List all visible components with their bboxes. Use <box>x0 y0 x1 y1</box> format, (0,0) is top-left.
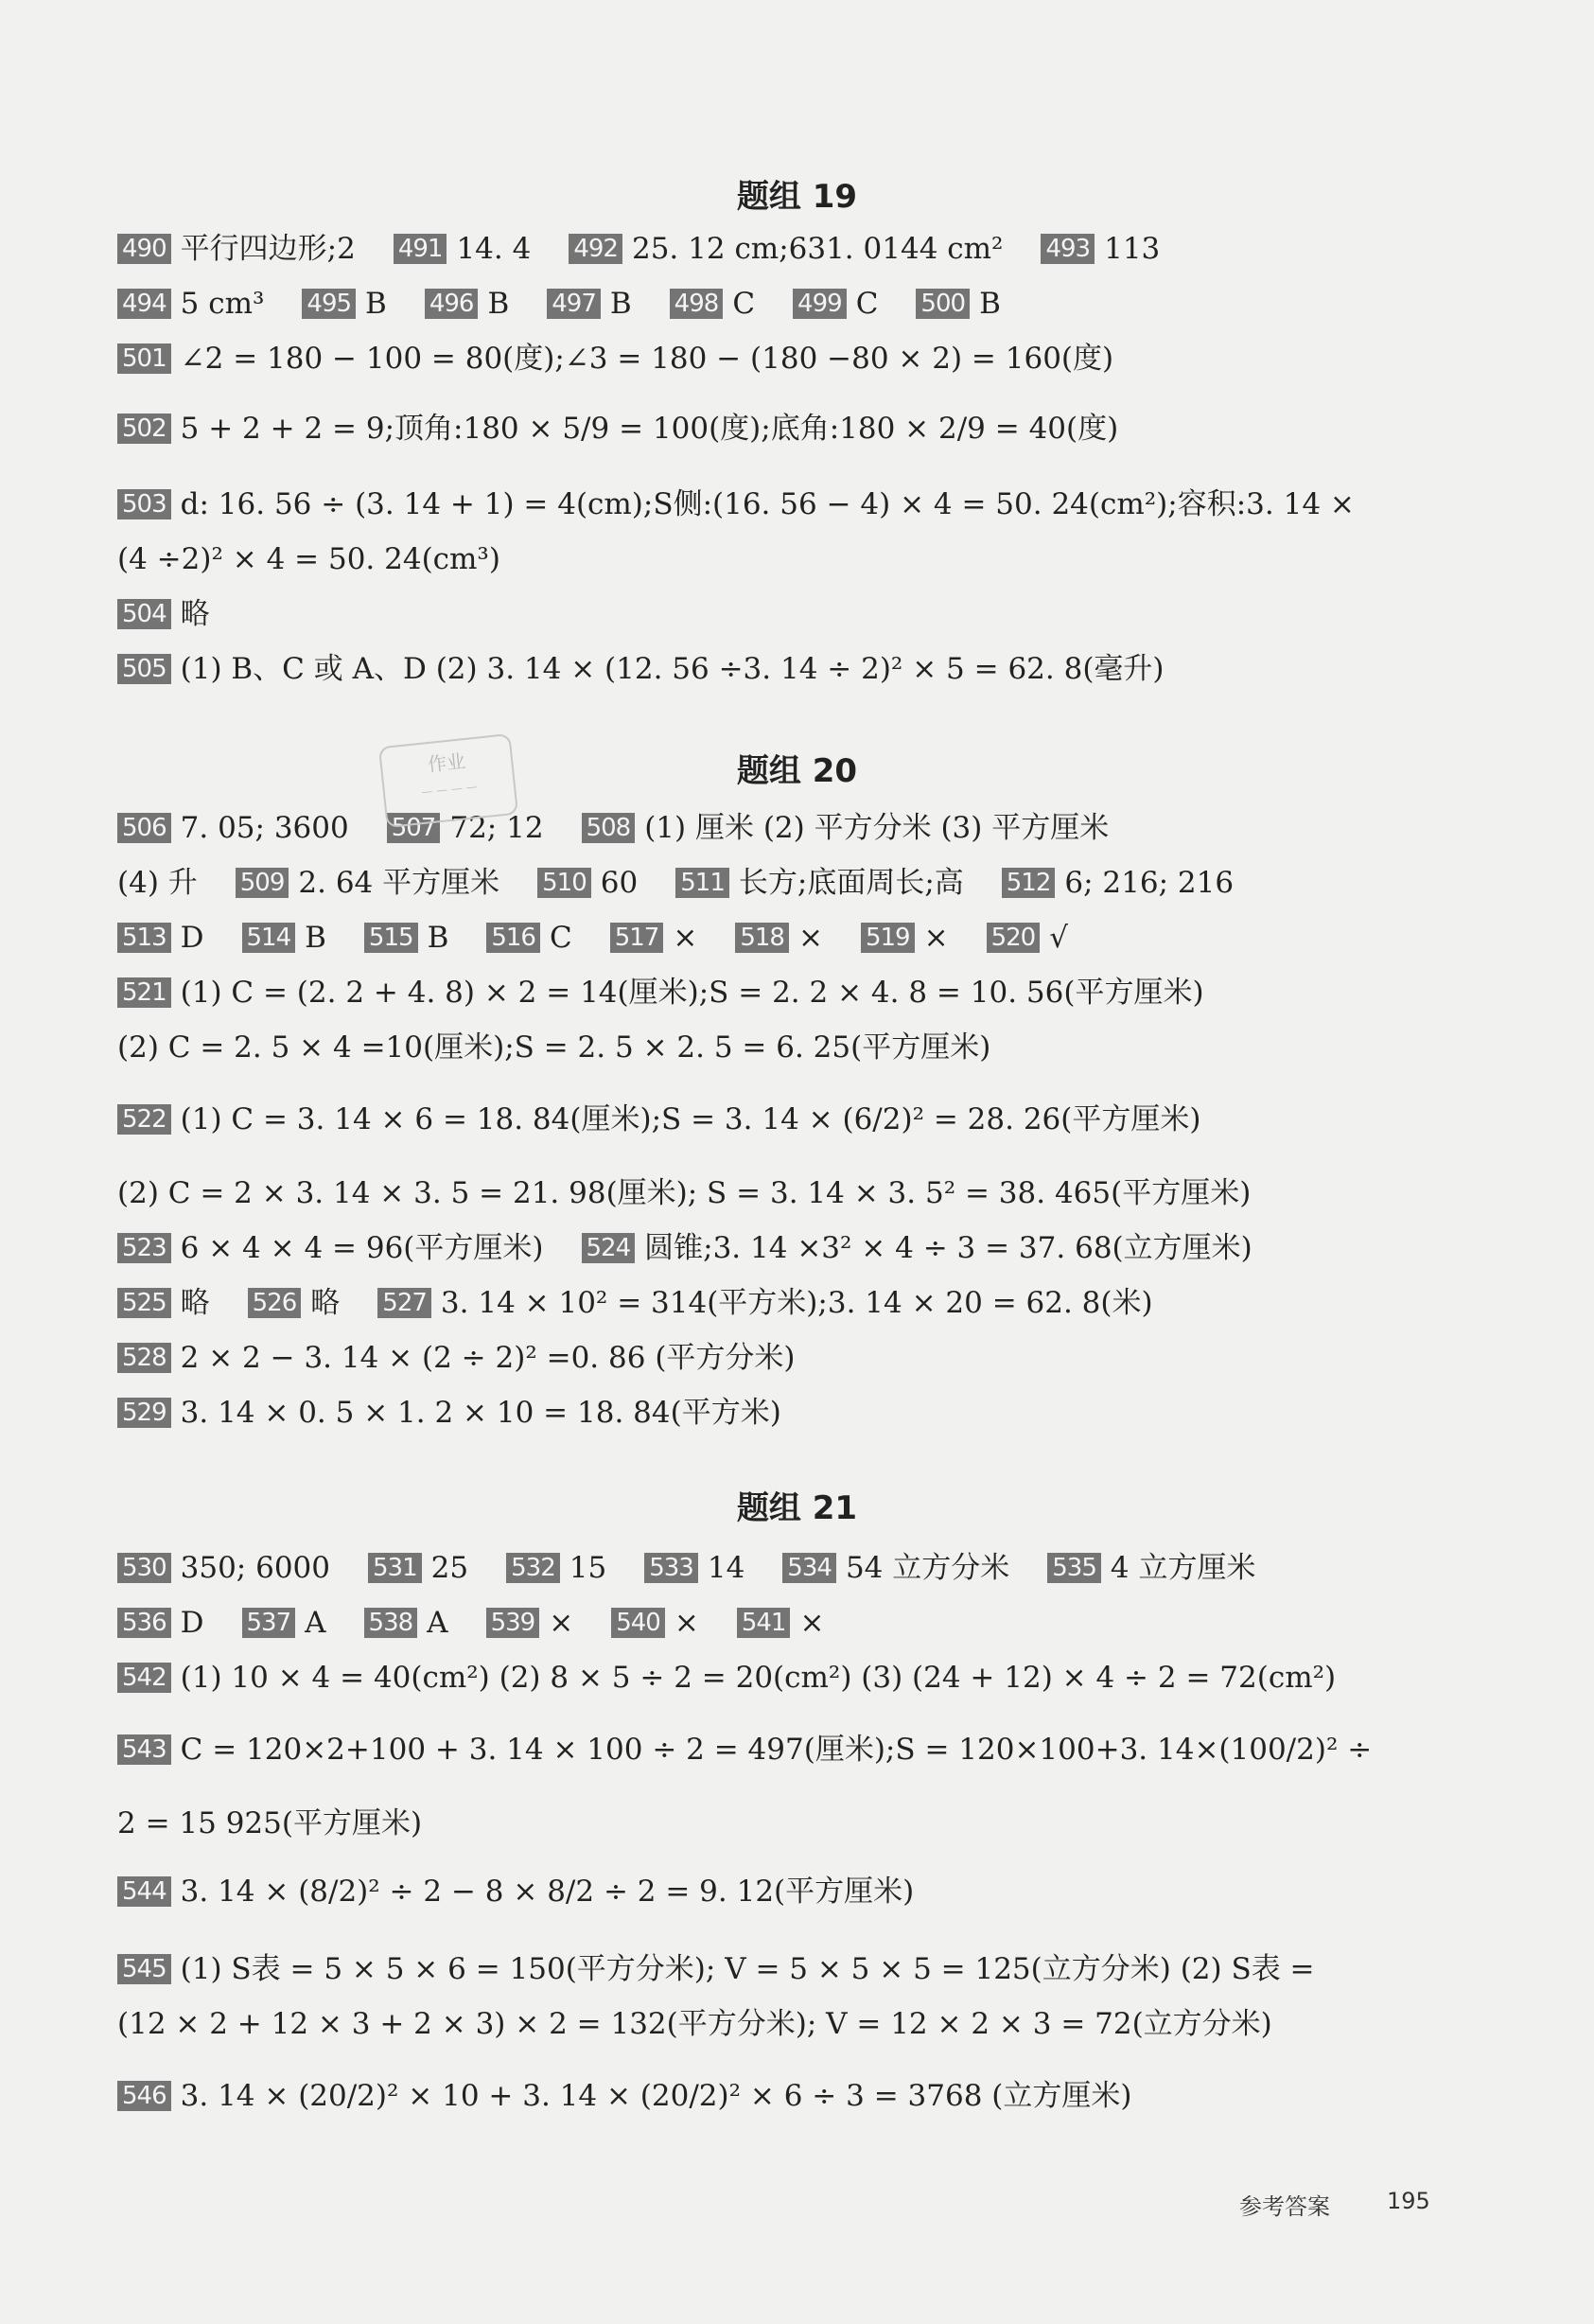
answer-text: 72; 12 <box>449 811 544 845</box>
question-number: 527 <box>377 1288 431 1318</box>
answer-text: 略 <box>180 597 210 631</box>
answer-text: A <box>305 1606 326 1640</box>
answer-line <box>117 1171 1442 1215</box>
answer-text: (1) S表 = 5 × 5 × 6 = 150(平方分米); V = 5 × 5 × 5 = 125(立方分米) (2) S表 = <box>180 1952 1315 1986</box>
answer-line <box>117 1601 1442 1645</box>
question-number: 513 <box>117 923 171 953</box>
question-number: 538 <box>364 1608 418 1638</box>
answer-text: C = 120×2+100 + 3. 14 × 100 ÷ 2 = 497(厘米);S = 120×100+3. 14×(100/2)² ÷ <box>180 1733 1373 1767</box>
answer-text: B <box>305 921 326 955</box>
answer-text: 略 <box>180 1286 210 1320</box>
answer-text: C <box>855 287 879 321</box>
answer-text: 3. 14 × 10² = 314(平方米);3. 14 × 20 = 62. 8(米) <box>440 1286 1153 1320</box>
answer-text: 350; 6000 <box>180 1551 331 1585</box>
question-number: 530 <box>117 1553 171 1583</box>
answer-text: B <box>979 287 1001 321</box>
answer-text: C <box>732 287 756 321</box>
answer-line <box>117 647 1442 691</box>
question-number: 529 <box>117 1398 171 1428</box>
answer-text: × <box>549 1606 574 1640</box>
answer-line <box>117 1391 1442 1435</box>
answer-text: × <box>674 1606 699 1640</box>
page-number: 195 <box>1387 2188 1430 2214</box>
answer-line <box>117 537 1442 581</box>
question-number: 535 <box>1047 1553 1101 1583</box>
answer-text: (1) B、C 或 A、D (2) 3. 14 × (12. 56 ÷3. 14 ÷ 2)² × 5 = 62. 8(毫升) <box>180 652 1165 686</box>
section-title: 题组 20 <box>736 752 858 790</box>
answer-line <box>117 1336 1442 1380</box>
question-number: 508 <box>582 813 636 843</box>
question-number: 525 <box>117 1288 171 1318</box>
answer-text: 5 cm³ <box>180 287 265 321</box>
answer-line <box>117 1098 1442 1141</box>
question-number: 521 <box>117 977 171 1008</box>
answer-text: 圆锥;3. 14 ×3² × 4 ÷ 3 = 37. 68(立方厘米) <box>644 1231 1252 1265</box>
answer-text: 长方;底面周长;高 <box>738 866 964 900</box>
question-number: 510 <box>537 868 591 898</box>
answer-text: 25. 12 cm;631. 0144 cm² <box>631 232 1004 266</box>
answer-text: (1) 10 × 4 = 40(cm²) (2) 8 × 5 ÷ 2 = 20(cm²) (3) (24 + 12) × 4 ÷ 2 = 72(cm²) <box>180 1661 1337 1695</box>
answer-text: 14. 4 <box>456 232 532 266</box>
answer-line <box>117 1281 1442 1325</box>
question-number: 542 <box>117 1663 171 1693</box>
answer-text: B <box>487 287 510 321</box>
question-number: 533 <box>644 1553 698 1583</box>
answer-text: B <box>427 921 449 955</box>
answer-text: 54 立方分米 <box>845 1551 1010 1585</box>
answer-text: (4 ÷2)² × 4 = 50. 24(cm³) <box>117 542 500 576</box>
answer-line <box>117 1870 1442 1913</box>
question-number: 502 <box>117 414 171 444</box>
homework-stamp: 作业 — — — — <box>378 733 518 828</box>
question-number: 518 <box>735 923 789 953</box>
question-number: 495 <box>302 289 356 319</box>
question-number: 504 <box>117 599 171 629</box>
question-number: 544 <box>117 1876 171 1907</box>
answer-line <box>117 861 1442 905</box>
question-number: 523 <box>117 1233 171 1263</box>
question-number: 500 <box>916 289 970 319</box>
question-number: 499 <box>793 289 847 319</box>
answer-text: 2 × 2 − 3. 14 × (2 ÷ 2)² =0. 86 (平方分米) <box>180 1341 796 1375</box>
answer-text: 60 <box>600 866 639 900</box>
answer-text: 平行四边形;2 <box>180 232 356 266</box>
answer-line <box>117 1026 1442 1069</box>
answer-text: (1) C = 3. 14 × 6 = 18. 84(厘米);S = 3. 14 × (6/2)² = 28. 26(平方厘米) <box>180 1102 1201 1136</box>
question-number: 539 <box>486 1608 540 1638</box>
answer-text: × <box>797 921 823 955</box>
question-number: 506 <box>117 813 171 843</box>
answer-text: 略 <box>310 1286 341 1320</box>
answer-line <box>117 1802 1442 1845</box>
answer-text: (1) C = (2. 2 + 4. 8) × 2 = 14(厘米);S = 2. 2 × 4. 8 = 10. 56(平方厘米) <box>180 976 1204 1010</box>
answer-text: (2) C = 2. 5 × 4 =10(厘米);S = 2. 5 × 2. 5 = 6. 25(平方厘米) <box>117 1030 991 1065</box>
question-number: 528 <box>117 1343 171 1373</box>
answer-text: 2. 64 平方厘米 <box>298 866 500 900</box>
question-number: 507 <box>387 813 441 843</box>
answer-text: (1) 厘米 (2) 平方分米 (3) 平方厘米 <box>644 811 1110 845</box>
answer-text: A <box>427 1606 448 1640</box>
answer-text: 113 <box>1104 232 1161 266</box>
question-number: 536 <box>117 1608 171 1638</box>
answer-line <box>117 227 1442 271</box>
question-number: 497 <box>547 289 601 319</box>
question-number: 516 <box>486 923 540 953</box>
question-number: 534 <box>782 1553 836 1583</box>
question-number: 531 <box>368 1553 422 1583</box>
question-number: 520 <box>987 923 1041 953</box>
question-number: 522 <box>117 1104 171 1135</box>
answer-line <box>117 971 1442 1014</box>
answer-line <box>117 282 1442 326</box>
question-number: 494 <box>117 289 171 319</box>
answer-text: 6 × 4 × 4 = 96(平方厘米) <box>180 1231 544 1265</box>
answer-text: 3. 14 × (20/2)² × 10 + 3. 14 × (20/2)² × 6 ÷ 3 = 3768 (立方厘米) <box>180 2079 1132 2113</box>
question-number: 503 <box>117 489 171 519</box>
answer-line <box>117 2002 1442 2046</box>
answer-text: C <box>549 921 572 955</box>
answer-text: √ <box>1049 921 1068 955</box>
question-number: 515 <box>364 923 418 953</box>
section-title: 题组 21 <box>736 1489 858 1527</box>
answer-text: 7. 05; 3600 <box>180 811 349 845</box>
answer-text: 6; 216; 216 <box>1064 866 1235 900</box>
question-number: 519 <box>861 923 915 953</box>
answer-text: 5 + 2 + 2 = 9;顶角:180 × 5/9 = 100(度);底角:180 × 2/9 = 40(度) <box>180 412 1119 446</box>
question-number: 517 <box>610 923 664 953</box>
answer-text: 25 <box>430 1551 469 1585</box>
question-number: 537 <box>242 1608 296 1638</box>
question-number: 498 <box>670 289 724 319</box>
question-number: 493 <box>1041 234 1095 264</box>
answer-line <box>117 337 1442 380</box>
answer-text: 2 = 15 925(平方厘米) <box>117 1806 423 1840</box>
question-number: 491 <box>394 234 447 264</box>
answer-text: B <box>365 287 387 321</box>
question-number: 505 <box>117 654 171 684</box>
answer-line <box>117 806 1442 850</box>
question-number: 512 <box>1002 868 1056 898</box>
answer-line <box>117 1947 1442 1991</box>
answer-text: d: 16. 56 ÷ (3. 14 + 1) = 4(cm);S侧:(16. 56 − 4) × 4 = 50. 24(cm²);容积:3. 14 × <box>180 487 1355 521</box>
answer-line <box>117 2074 1442 2118</box>
answer-text: B <box>609 287 632 321</box>
answer-line <box>117 1728 1442 1771</box>
question-number: 492 <box>569 234 622 264</box>
answer-line <box>117 1546 1442 1590</box>
answer-text: 14 <box>707 1551 745 1585</box>
footer-label: 参考答案 <box>1239 2193 1330 2220</box>
answer-text: D <box>180 921 204 955</box>
question-number: 543 <box>117 1734 171 1765</box>
answer-text: D <box>180 1606 204 1640</box>
answer-line <box>117 592 1442 636</box>
question-number: 540 <box>611 1608 665 1638</box>
question-number: 545 <box>117 1954 171 1984</box>
question-number: 546 <box>117 2081 171 2111</box>
question-number: 524 <box>582 1233 636 1263</box>
answer-line <box>117 483 1442 526</box>
answer-text: × <box>799 1606 825 1640</box>
question-number: 511 <box>675 868 729 898</box>
answer-text: 3. 14 × 0. 5 × 1. 2 × 10 = 18. 84(平方米) <box>180 1396 781 1430</box>
question-number: 496 <box>425 289 479 319</box>
answer-text: × <box>673 921 698 955</box>
answer-text: ∠2 = 180 − 100 = 80(度);∠3 = 180 − (180 −80 × 2) = 160(度) <box>180 342 1114 376</box>
answer-text: 15 <box>569 1551 607 1585</box>
answer-text: (12 × 2 + 12 × 3 + 2 × 3) × 2 = 132(平方分米); V = 12 × 2 × 3 = 72(立方分米) <box>117 2007 1272 2041</box>
answer-line <box>117 407 1442 450</box>
answer-text: × <box>923 921 949 955</box>
section-title: 题组 19 <box>736 178 858 216</box>
question-number: 514 <box>242 923 296 953</box>
question-number: 541 <box>737 1608 791 1638</box>
answer-text: 4 立方厘米 <box>1110 1551 1256 1585</box>
question-number: 509 <box>236 868 289 898</box>
question-number: 501 <box>117 343 171 374</box>
question-number: 526 <box>248 1288 302 1318</box>
question-number: 532 <box>506 1553 560 1583</box>
answer-line <box>117 1656 1442 1699</box>
answer-line <box>117 1226 1442 1270</box>
question-number: 490 <box>117 234 171 264</box>
answer-text: (4) 升 <box>117 866 198 900</box>
answer-text: 3. 14 × (8/2)² ÷ 2 − 8 × 8/2 ÷ 2 = 9. 12(平方厘米) <box>180 1875 915 1909</box>
answer-text: (2) C = 2 × 3. 14 × 3. 5 = 21. 98(厘米); S = 3. 14 × 3. 5² = 38. 465(平方厘米) <box>117 1176 1252 1210</box>
answer-line <box>117 916 1442 960</box>
